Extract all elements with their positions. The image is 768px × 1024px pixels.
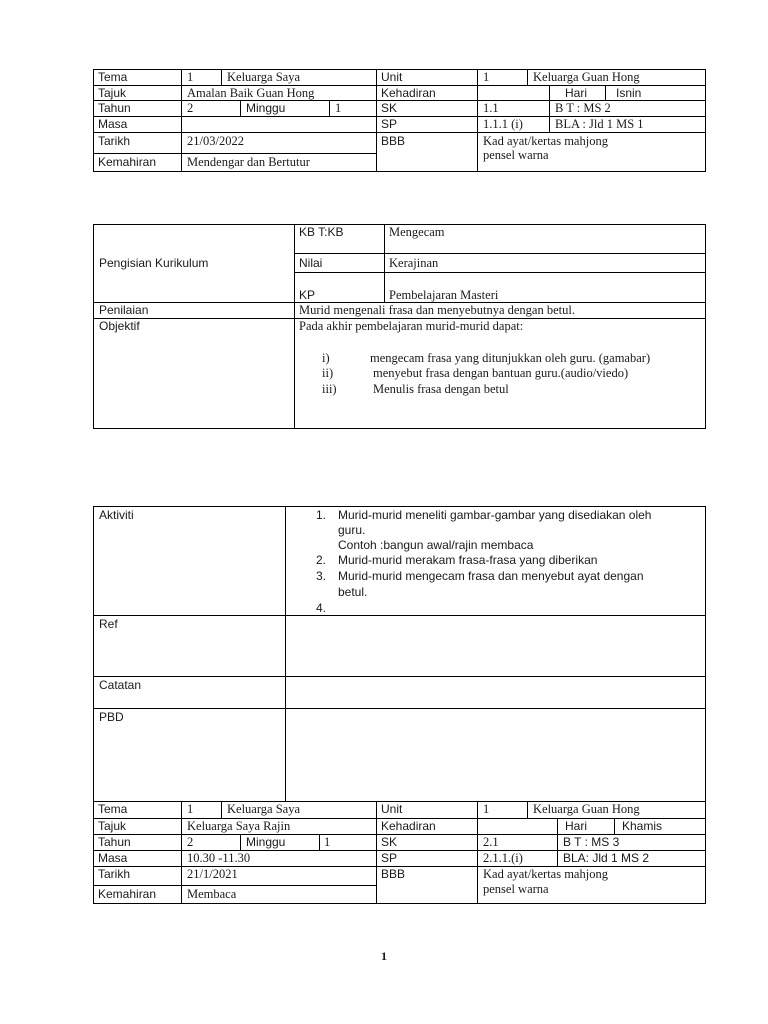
- hari-label: Hari: [565, 819, 588, 833]
- kemahiran-value: Membaca: [187, 887, 237, 901]
- minggu-value: 1: [324, 835, 331, 849]
- minggu-label: Minggu: [246, 101, 286, 115]
- activity-line: Murid-murid meneliti gambar-gambar yang disediakan oleh: [338, 508, 652, 522]
- cell: [285, 676, 706, 709]
- objective-number: iii): [322, 382, 337, 396]
- tahun-value: 2: [187, 101, 194, 115]
- activity-line: Murid-murid merakam frasa-frasa yang diberikan: [338, 553, 598, 567]
- sk-label: SK: [381, 835, 398, 849]
- nilai-value: Kerajinan: [389, 256, 439, 270]
- sp-value: 2.1.1.(i): [483, 851, 523, 865]
- objective-text: mengecam frasa yang ditunjukkan oleh guru. (gamabar): [370, 351, 651, 365]
- tajuk-label: Tajuk: [98, 86, 127, 100]
- aktiviti-label: Aktiviti: [99, 508, 134, 522]
- cell: [93, 615, 286, 677]
- hari-label: Hari: [565, 86, 588, 100]
- tarikh-value: 21/1/2021: [187, 867, 238, 881]
- masa-value: 10.30 -11.30: [187, 851, 251, 865]
- sk-value: 1.1: [483, 101, 499, 115]
- penilaian-value: Murid mengenali frasa dan menyebutnya dengan betul.: [299, 303, 575, 317]
- pengisian-kurikulum-label: Pengisian Kurikulum: [99, 256, 209, 270]
- nilai-label: Nilai: [299, 256, 323, 270]
- minggu-label: Minggu: [246, 835, 286, 849]
- kbt-label: KB T:KB: [299, 225, 344, 239]
- activity-line: guru.: [338, 523, 366, 537]
- bbb-line-1: Kad ayat/kertas mahjong: [483, 134, 608, 148]
- tema-number: 1: [187, 802, 194, 816]
- cell: [93, 318, 295, 429]
- kemahiran-value: Mendengar dan Bertutur: [187, 155, 310, 169]
- activity-number: 3.: [316, 569, 327, 583]
- tema-value: Keluarga Saya: [227, 70, 301, 84]
- tajuk-label: Tajuk: [98, 819, 127, 833]
- bbb-label: BBB: [381, 134, 406, 148]
- sk-value: 2.1: [483, 835, 499, 849]
- cell: [477, 818, 558, 835]
- activity-number: 1.: [316, 508, 327, 522]
- objektif-intro: Pada akhir pembelajaran murid-murid dapat:: [299, 319, 524, 333]
- sp-label: SP: [381, 851, 398, 865]
- tarikh-label: Tarikh: [98, 867, 131, 881]
- sp-value: 1.1.1 (i): [483, 117, 523, 131]
- sp-bla-value: BLA : Jld 1 MS 1: [555, 117, 644, 131]
- catatan-label: Catatan: [99, 678, 142, 692]
- penilaian-label: Penilaian: [99, 303, 149, 317]
- kehadiran-label: Kehadiran: [381, 86, 436, 100]
- bbb-line-2: pensel warna: [483, 148, 549, 162]
- tarikh-value: 21/03/2022: [187, 134, 244, 148]
- objective-number: i): [322, 351, 330, 365]
- cell: [285, 615, 706, 677]
- kp-value: Pembelajaran Masteri: [389, 288, 499, 302]
- activity-line: Contoh :bangun awal/rajin membaca: [338, 538, 534, 552]
- kp-label: KP: [299, 288, 316, 302]
- bbb-line-1: Kad ayat/kertas mahjong: [483, 867, 608, 881]
- tajuk-value: Keluarga Saya Rajin: [187, 819, 291, 833]
- unit-label: Unit: [381, 70, 403, 84]
- objektif-label: Objektif: [99, 319, 140, 333]
- tahun-label: Tahun: [98, 101, 131, 115]
- pbd-label: PBD: [99, 710, 124, 724]
- tarikh-label: Tarikh: [98, 134, 131, 148]
- hari-value: Khamis: [622, 819, 663, 833]
- cell: [285, 708, 706, 802]
- activity-line: Murid-murid mengecam frasa dan menyebut ayat dengan: [338, 569, 644, 583]
- objective-text: menyebut frasa dengan bantuan guru.(audio/viedo): [373, 366, 629, 380]
- bbb-line-2: pensel warna: [483, 882, 549, 896]
- tema-value: Keluarga Saya: [227, 802, 301, 816]
- sk-label: SK: [381, 101, 398, 115]
- cell: [181, 116, 377, 133]
- masa-label: Masa: [98, 117, 128, 131]
- activity-line: betul.: [338, 585, 368, 599]
- tema-label: Tema: [98, 802, 128, 816]
- sp-label: SP: [381, 117, 398, 131]
- activity-number: 2.: [316, 553, 327, 567]
- sk-bt-value: B T : MS 3: [563, 835, 620, 849]
- kehadiran-label: Kehadiran: [381, 819, 436, 833]
- unit-label: Unit: [381, 802, 403, 816]
- kemahiran-label: Kemahiran: [98, 155, 157, 169]
- activity-number: 4.: [316, 601, 327, 615]
- tema-number: 1: [187, 70, 194, 84]
- hari-value: Isnin: [616, 86, 642, 100]
- unit-value: Keluarga Guan Hong: [533, 70, 640, 84]
- unit-number: 1: [483, 802, 490, 816]
- tahun-label: Tahun: [98, 835, 131, 849]
- ref-label: Ref: [99, 617, 118, 631]
- objective-number: ii): [322, 366, 334, 380]
- tahun-value: 2: [187, 835, 194, 849]
- sk-bt-value: B T : MS 2: [555, 101, 611, 115]
- objective-text: Menulis frasa dengan betul: [373, 382, 509, 396]
- tema-label: Tema: [98, 70, 128, 84]
- tajuk-value: Amalan Baik Guan Hong: [187, 86, 315, 100]
- unit-number: 1: [483, 70, 490, 84]
- kemahiran-label: Kemahiran: [98, 887, 157, 901]
- masa-label: Masa: [98, 851, 128, 865]
- minggu-value: 1: [335, 101, 342, 115]
- page-number: 1: [381, 949, 387, 963]
- kbt-value: Mengecam: [389, 225, 445, 239]
- unit-value: Keluarga Guan Hong: [533, 802, 640, 816]
- sp-bla-value: BLA: Jld 1 MS 2: [563, 851, 650, 865]
- cell: [477, 85, 550, 101]
- bbb-label: BBB: [381, 867, 406, 881]
